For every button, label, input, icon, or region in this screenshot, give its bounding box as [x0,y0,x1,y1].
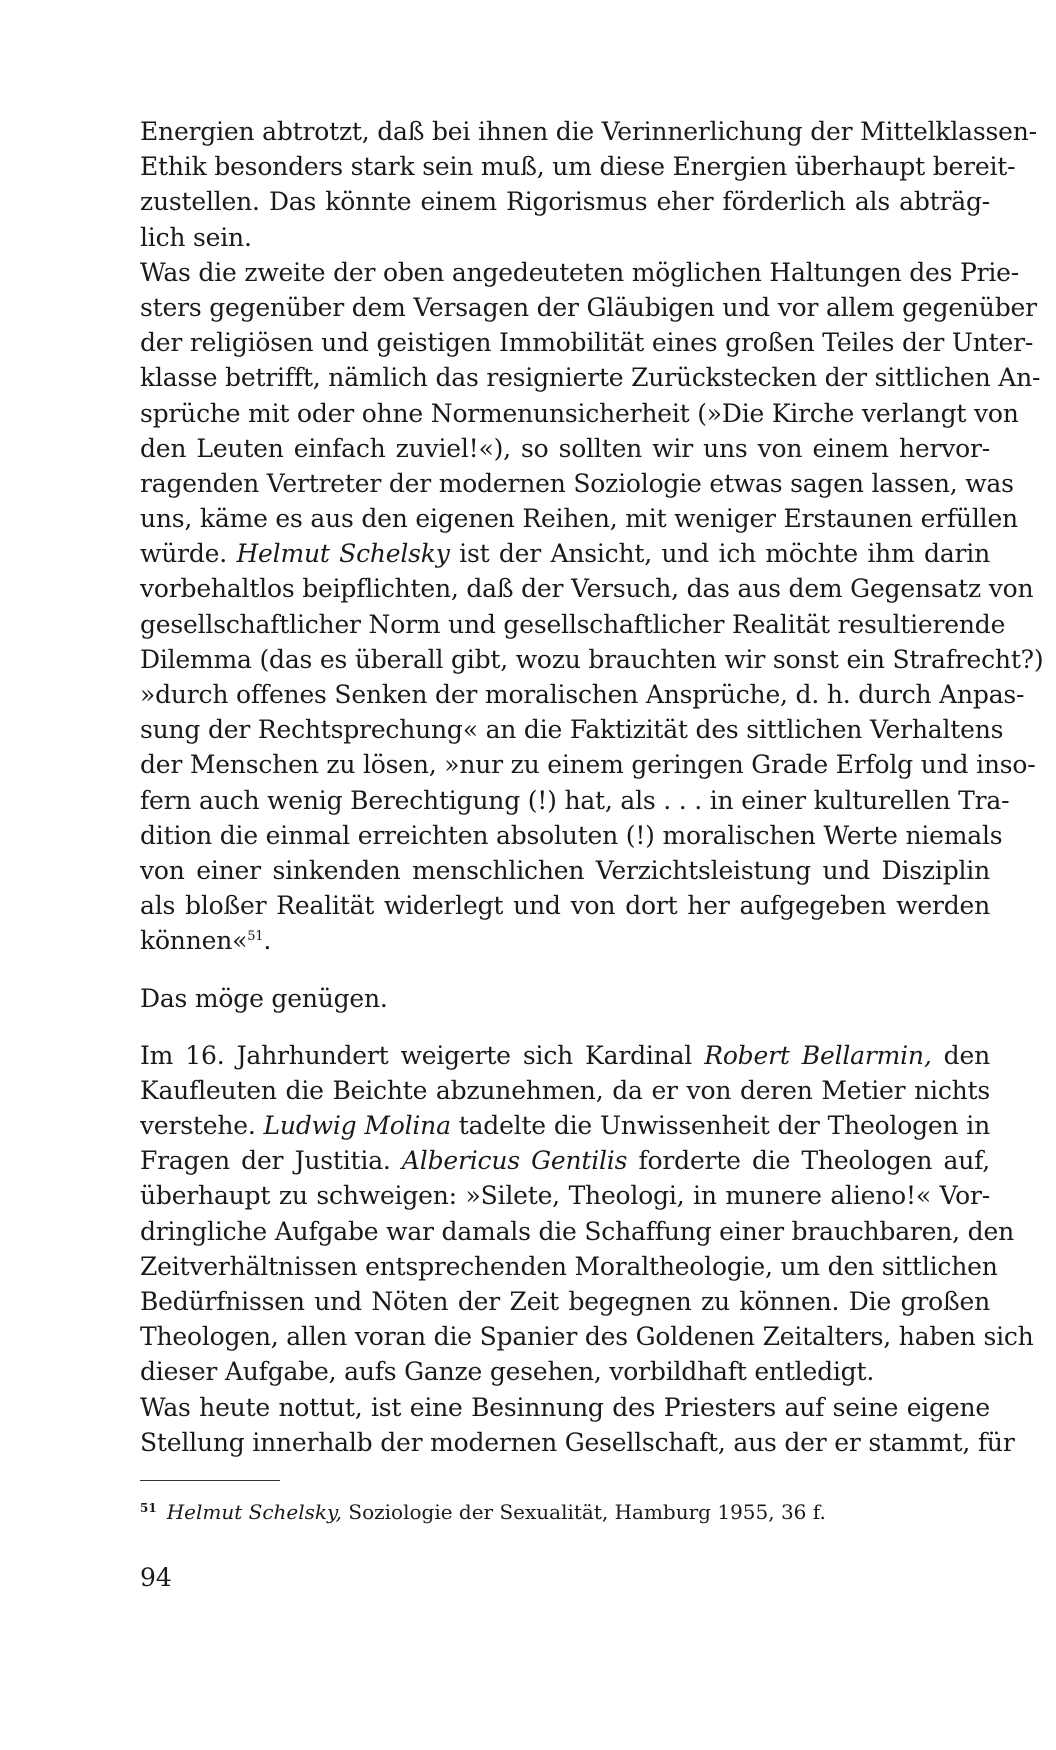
text-line: gesellschaftlicher Norm und gesellschaftlicher Realität resultierende [140,609,1006,639]
text-line: Theologen, allen voran die Spanier des Goldenen Zeitalters, haben sich [140,1322,1034,1352]
text-line: Energien abtrotzt, daß bei ihnen die Verinnerlichung der Mittelklassen- [140,117,1037,146]
text-line: Dilemma (das es überall gibt, wozu brauchten wir sonst ein Strafrecht?) [140,644,1044,674]
line-segment: forderte die Theologen auf, [627,1146,990,1176]
text-line: klasse betrifft, nämlich das resignierte Zurückstecken der sittlichen An- [140,363,1041,393]
line-segment: können« [140,926,248,956]
text-line: uns, käme es aus den eigenen Reihen, mit weniger Erstaunen erfüllen [140,504,1018,534]
text-line [140,1143,990,1178]
text-line [140,1108,990,1143]
text-line: Das möge genügen. [140,983,388,1013]
line-segment: verstehe. [140,1111,264,1141]
text-line: sters gegenüber dem Versagen der Gläubigen und vor allem gegenüber [140,292,1037,322]
page-number: 94 [140,1563,172,1592]
text-line: dringliche Aufgabe war damals die Schaffung einer brauchbaren, den [140,1216,1014,1246]
text-line: Was die zweite der oben angedeuteten möglichen Haltungen des Prie- [140,257,1019,287]
text-line: ragenden Vertreter der modernen Soziologie etwas sagen lassen, was [140,468,1014,498]
text-line: dition die einmal erreichten absoluten (!) moralischen Werte niemals [140,820,1003,850]
text-line: lich sein. [140,222,252,252]
text-line: Stellung innerhalb der modernen Gesellschaft, aus der er stammt, für [140,1427,1015,1457]
footnote-author: Helmut Schelsky, [166,1500,343,1524]
text-line: fern auch wenig Berechtigung (!) hat, als . . . in einer kulturellen Tra- [140,785,1010,815]
text-line: von einer sinkenden menschlichen Verzichtsleistung und Disziplin [140,855,990,885]
text-line: vorbehaltlos beipflichten, daß der Versuch, das aus dem Gegensatz von [140,574,1034,604]
line-segment: . [263,926,272,956]
line-segment: würde. [140,539,237,569]
line-segment: tadelte die Unwissenheit der Theologen in [450,1111,990,1141]
text-line: der Menschen zu lösen, »nur zu einem geringen Grade Erfolg und inso- [140,750,1036,780]
text-line: sprüche mit oder ohne Normenunsicherheit (»Die Kirche verlangt von [140,398,1019,428]
text-line: Was heute nottut, ist eine Besinnung des Priesters auf seine eigene [140,1392,990,1422]
author-name: Robert Bellarmin, [704,1040,932,1070]
footnote-text: Soziologie der Sexualität, Hamburg 1955, 36 f. [342,1500,826,1524]
line-segment: ist der Ansicht, und ich möchte ihm darin [449,539,990,569]
text-line: den Leuten einfach zuviel!«), so sollten wir uns von einem hervor- [140,433,990,463]
text-line: zustellen. Das könnte einem Rigorismus eher förderlich als abträg- [140,187,990,217]
text-line [140,1038,990,1073]
footnote [140,1500,826,1524]
line-segment: den [931,1040,990,1070]
text-line: dieser Aufgabe, aufs Ganze gesehen, vorbildhaft entledigt. [140,1357,875,1387]
text-line: sung der Rechtsprechung« an die Faktizität des sittlichen Verhaltens [140,715,1004,745]
text-line: »durch offenes Senken der moralischen Ansprüche, d. h. durch Anpas- [140,680,1025,709]
text-line: Zeitverhältnissen entsprechenden Moraltheologie, um den sittlichen [140,1251,998,1281]
text-line: überhaupt zu schweigen: »Silete, Theologi, in munere alieno!« Vor- [140,1181,990,1211]
author-name: Albericus Gentilis [401,1146,628,1176]
body-text [140,114,1044,1460]
text-line: Bedürfnissen und Nöten der Zeit begegnen zu können. Die großen [140,1287,990,1316]
text-line [140,923,990,958]
text-line: als bloßer Realität widerlegt und von dort her aufgegeben werden [140,891,990,921]
text-line [140,536,990,571]
line-segment: Fragen der Justitia. [140,1146,402,1176]
text-line: der religiösen und geistigen Immobilität eines großen Teiles der Unter- [140,328,1034,358]
author-name: Helmut Schelsky [236,539,450,569]
footnote-number: 51 [140,1501,157,1515]
text-line: Ethik besonders stark sein muß, um diese Energien überhaupt bereit- [140,152,1016,182]
text-line: Kaufleuten die Beichte abzunehmen, da er von deren Metier nichts [140,1075,990,1105]
footnote-ref: 51 [247,929,264,945]
footnote-divider [140,1480,280,1481]
line-segment: Im 16. Jahrhundert weigerte sich Kardinal [140,1040,705,1070]
author-name: Ludwig Molina [263,1111,451,1141]
